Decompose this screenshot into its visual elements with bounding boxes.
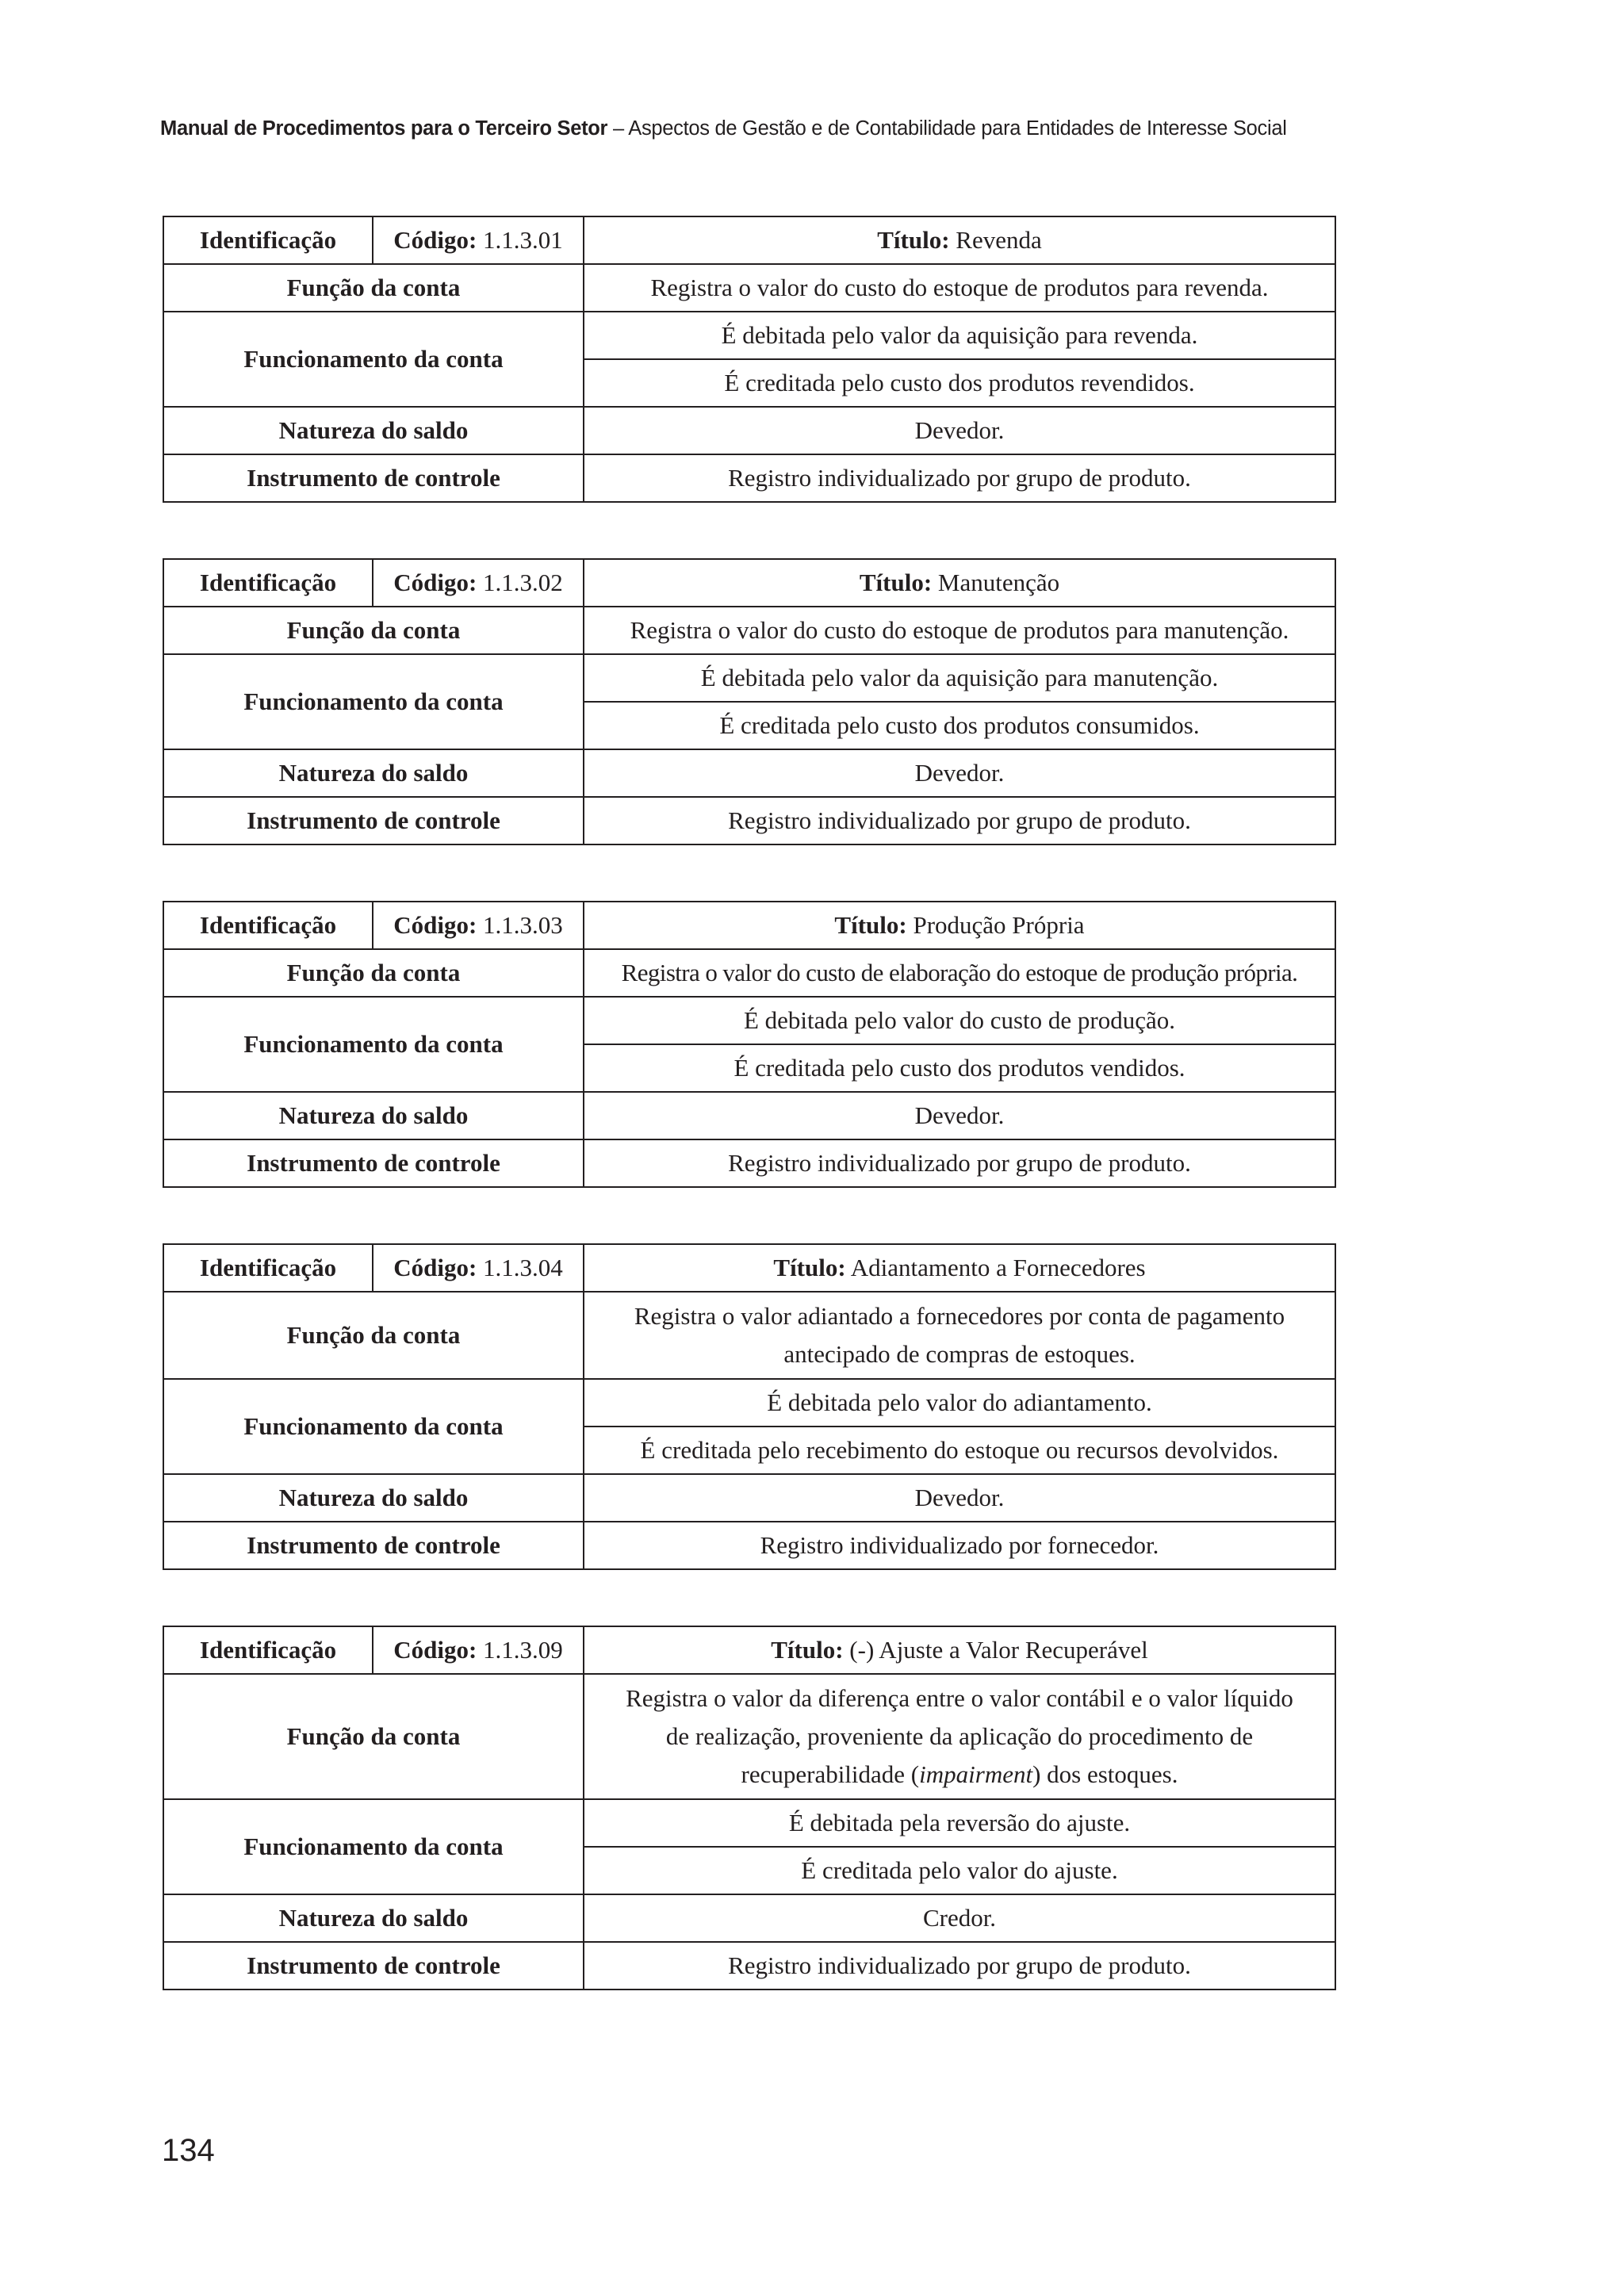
- credito-value: É creditada pelo custo dos produtos vendidos.: [584, 1044, 1335, 1092]
- account-table-1-1-3-09: [163, 1626, 1336, 1990]
- table-row: [163, 654, 1335, 702]
- account-title-cell: [584, 559, 1335, 607]
- funcao-value: [584, 1674, 1335, 1799]
- natureza-label: Natureza do saldo: [163, 1092, 584, 1139]
- table-row: [163, 1379, 1335, 1427]
- instrumento-value: Registro individualizado por grupo de produto.: [584, 1942, 1335, 1990]
- funcionamento-label: Funcionamento da conta: [163, 997, 584, 1092]
- account-table-1-1-3-04: [163, 1243, 1336, 1570]
- funcao-value: Registra o valor do custo do estoque de produtos para revenda.: [584, 264, 1335, 312]
- natureza-label: Natureza do saldo: [163, 749, 584, 797]
- table-row: [163, 1092, 1335, 1139]
- table-row: [163, 559, 1335, 607]
- instrumento-value: Registro individualizado por grupo de produto.: [584, 797, 1335, 844]
- identificacao-label: Identificação: [163, 1626, 373, 1674]
- funcao-line-before: recuperabilidade (: [741, 1760, 920, 1789]
- identificacao-label: Identificação: [163, 559, 373, 607]
- account-title-cell: [584, 1626, 1335, 1674]
- account-title: Revenda: [956, 225, 1042, 254]
- funcionamento-label: Funcionamento da conta: [163, 1799, 584, 1894]
- account-table-1-1-3-03: [163, 901, 1336, 1188]
- codigo-label: Código:: [393, 910, 477, 939]
- credito-value: É creditada pelo recebimento do estoque ou recursos devolvidos.: [584, 1427, 1335, 1474]
- titulo-label: Título:: [859, 568, 933, 596]
- funcao-value: [584, 1292, 1335, 1379]
- account-title: (-) Ajuste a Valor Recuperável: [849, 1636, 1148, 1664]
- table-row: [163, 607, 1335, 654]
- debito-value: É debitada pelo valor do custo de produção.: [584, 997, 1335, 1044]
- table-row: [163, 264, 1335, 312]
- table-row: [163, 949, 1335, 997]
- table-row: [163, 454, 1335, 502]
- funcao-value: Registra o valor do custo do estoque de produtos para manutenção.: [584, 607, 1335, 654]
- debito-value: É debitada pelo valor da aquisição para manutenção.: [584, 654, 1335, 702]
- funcionamento-label: Funcionamento da conta: [163, 654, 584, 749]
- account-table-1-1-3-01: [163, 216, 1336, 503]
- instrumento-value: Registro individualizado por grupo de produto.: [584, 454, 1335, 502]
- table-row: [163, 1674, 1335, 1799]
- instrumento-label: Instrumento de controle: [163, 1139, 584, 1187]
- running-header-title: Manual de Procedimentos para o Terceiro Setor: [160, 117, 608, 140]
- table-row: [163, 216, 1335, 264]
- funcao-line: Registra o valor adiantado a fornecedores por conta de pagamento: [634, 1302, 1285, 1330]
- account-code: 1.1.3.09: [483, 1636, 563, 1664]
- codigo-label: Código:: [393, 1253, 477, 1281]
- funcao-label: Função da conta: [163, 1674, 584, 1799]
- funcao-line-after: ) dos estoques.: [1032, 1760, 1178, 1789]
- credito-value: É creditada pelo custo dos produtos revendidos.: [584, 359, 1335, 407]
- table-row: [163, 797, 1335, 844]
- table-row: [163, 1522, 1335, 1569]
- funcao-label: Função da conta: [163, 607, 584, 654]
- table-row: [163, 1474, 1335, 1522]
- table-row: [163, 902, 1335, 949]
- identificacao-label: Identificação: [163, 216, 373, 264]
- natureza-value: Devedor.: [584, 407, 1335, 454]
- table-row: [163, 1799, 1335, 1847]
- identificacao-label: Identificação: [163, 1244, 373, 1292]
- table-row: [163, 407, 1335, 454]
- funcionamento-label: Funcionamento da conta: [163, 1379, 584, 1474]
- funcao-value: Registra o valor do custo de elaboração do estoque de produção própria.: [584, 949, 1335, 997]
- account-title-cell: [584, 902, 1335, 949]
- funcionamento-label: Funcionamento da conta: [163, 312, 584, 407]
- funcao-label: Função da conta: [163, 1292, 584, 1379]
- titulo-label: Título:: [771, 1636, 844, 1664]
- debito-value: É debitada pelo valor do adiantamento.: [584, 1379, 1335, 1427]
- running-header-subtitle: – Aspectos de Gestão e de Contabilidade para Entidades de Interesse Social: [607, 117, 1287, 140]
- debito-value: É debitada pelo valor da aquisição para revenda.: [584, 312, 1335, 359]
- instrumento-value: Registro individualizado por fornecedor.: [584, 1522, 1335, 1569]
- account-title: Adiantamento a Fornecedores: [850, 1253, 1146, 1281]
- account-code-cell: [373, 1626, 584, 1674]
- codigo-label: Código:: [393, 1636, 477, 1664]
- account-title-cell: [584, 1244, 1335, 1292]
- credito-value: É creditada pelo valor do ajuste.: [584, 1847, 1335, 1894]
- table-row: [163, 997, 1335, 1044]
- instrumento-label: Instrumento de controle: [163, 454, 584, 502]
- instrumento-value: Registro individualizado por grupo de produto.: [584, 1139, 1335, 1187]
- natureza-value: Devedor.: [584, 749, 1335, 797]
- funcao-line: de realização, proveniente da aplicação do procedimento de: [665, 1722, 1254, 1751]
- account-code-cell: [373, 1244, 584, 1292]
- account-tables: [163, 216, 1335, 2046]
- instrumento-label: Instrumento de controle: [163, 797, 584, 844]
- account-code-cell: [373, 559, 584, 607]
- funcao-line: Registra o valor da diferença entre o valor contábil e o valor líquido: [626, 1684, 1293, 1713]
- table-row: [163, 1139, 1335, 1187]
- table-row: [163, 749, 1335, 797]
- account-code: 1.1.3.01: [483, 225, 563, 254]
- instrumento-label: Instrumento de controle: [163, 1942, 584, 1990]
- table-row: [163, 1942, 1335, 1990]
- account-title: Produção Própria: [913, 910, 1085, 939]
- running-header: [160, 117, 1287, 140]
- credito-value: É creditada pelo custo dos produtos consumidos.: [584, 702, 1335, 749]
- table-row: [163, 1244, 1335, 1292]
- titulo-label: Título:: [773, 1253, 846, 1281]
- table-row: [163, 1894, 1335, 1942]
- titulo-label: Título:: [834, 910, 907, 939]
- natureza-label: Natureza do saldo: [163, 407, 584, 454]
- funcao-line-italic: impairment: [919, 1760, 1033, 1789]
- codigo-label: Código:: [393, 225, 477, 254]
- page-number: 134: [162, 2133, 215, 2168]
- funcao-line: antecipado de compras de estoques.: [783, 1340, 1136, 1369]
- account-code-cell: [373, 902, 584, 949]
- table-row: [163, 1626, 1335, 1674]
- account-code: 1.1.3.04: [483, 1253, 563, 1281]
- account-title: Manutenção: [937, 568, 1060, 596]
- account-code: 1.1.3.02: [483, 568, 563, 596]
- table-row: [163, 312, 1335, 359]
- natureza-value: Devedor.: [584, 1092, 1335, 1139]
- natureza-label: Natureza do saldo: [163, 1894, 584, 1942]
- funcao-label: Função da conta: [163, 949, 584, 997]
- table-row: [163, 1292, 1335, 1379]
- natureza-value: Devedor.: [584, 1474, 1335, 1522]
- codigo-label: Código:: [393, 568, 477, 596]
- identificacao-label: Identificação: [163, 902, 373, 949]
- account-title-cell: [584, 216, 1335, 264]
- funcao-label: Função da conta: [163, 264, 584, 312]
- natureza-label: Natureza do saldo: [163, 1474, 584, 1522]
- debito-value: É debitada pela reversão do ajuste.: [584, 1799, 1335, 1847]
- account-code: 1.1.3.03: [483, 910, 563, 939]
- instrumento-label: Instrumento de controle: [163, 1522, 584, 1569]
- account-table-1-1-3-02: [163, 558, 1336, 845]
- titulo-label: Título:: [877, 225, 950, 254]
- account-code-cell: [373, 216, 584, 264]
- natureza-value: Credor.: [584, 1894, 1335, 1942]
